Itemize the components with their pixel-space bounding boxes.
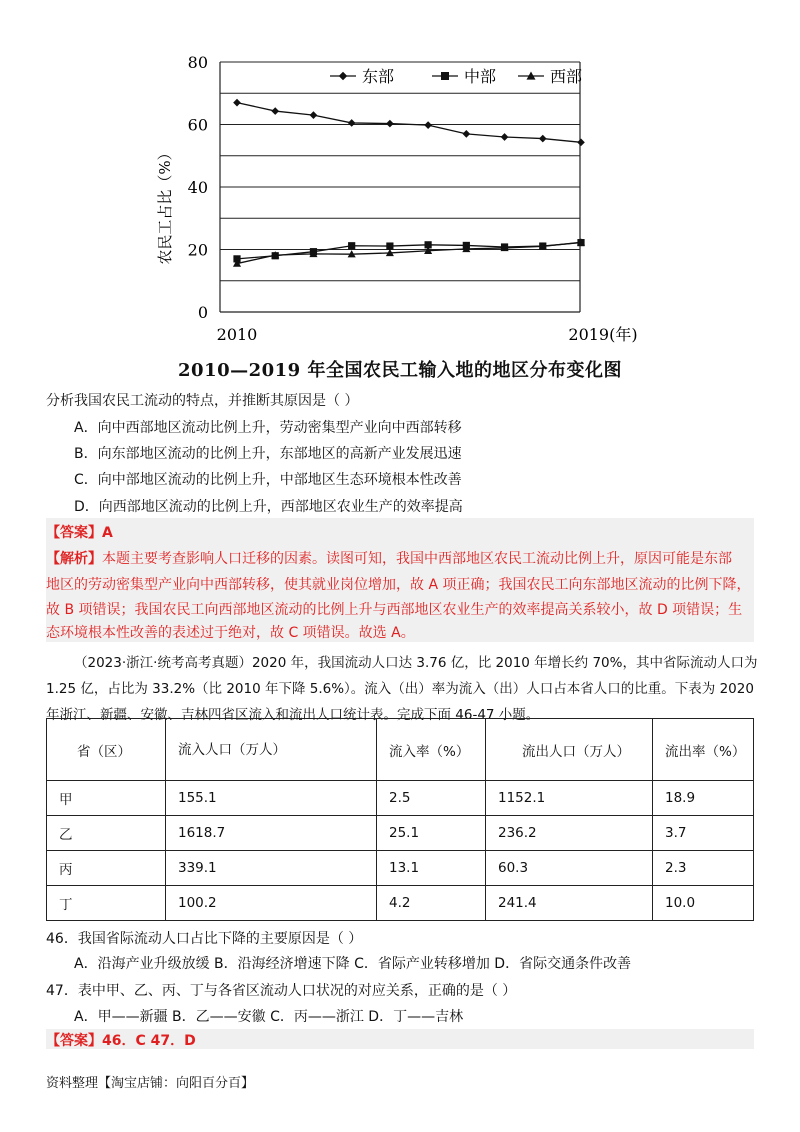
y-tick-label: 40 xyxy=(187,178,208,197)
data-point xyxy=(386,120,394,128)
series-line xyxy=(237,103,581,143)
data-point xyxy=(424,121,432,129)
series-square xyxy=(233,239,584,262)
analysis-label: 【解析】 xyxy=(46,551,102,567)
material-paragraph xyxy=(46,650,758,728)
table-cell: 155.1 xyxy=(166,781,377,816)
table-cell: 236.2 xyxy=(486,816,653,851)
table-cell: 乙 xyxy=(47,816,166,851)
table-cell: 2.3 xyxy=(653,851,754,886)
data-point xyxy=(386,242,393,249)
footer-source: 资料整理【淘宝店铺：向阳百分百】 xyxy=(46,1076,255,1091)
figure-caption: 2010—2019 年全国农民工输入地的地区分布变化图 xyxy=(178,360,622,381)
y-tick-label: 0 xyxy=(197,303,208,322)
data-point xyxy=(463,130,471,138)
y-tick-label: 60 xyxy=(187,115,208,135)
chart-axes xyxy=(188,53,638,344)
data-point xyxy=(348,119,356,127)
data-point xyxy=(233,99,241,107)
table-cell: 1618.7 xyxy=(166,816,377,851)
line-chart xyxy=(140,40,660,350)
analysis-line-4: 态环境根本性改善的表述过于绝对，故 C 项错误。故选 A。 xyxy=(46,625,415,641)
table-cell: 4.2 xyxy=(377,886,486,921)
answer-analysis-box xyxy=(46,518,754,642)
question-stem: 分析我国农民工流动的特点，并推断其原因是（ ） xyxy=(46,393,359,409)
header-cell: 流入率（%） xyxy=(377,719,486,781)
table-row xyxy=(47,816,754,851)
data-point xyxy=(310,111,318,119)
option-a: A．向中西部地区流动比例上升，劳动密集型产业向中西部转移 xyxy=(74,420,462,436)
table-cell: 1152.1 xyxy=(486,781,653,816)
option-c: C．向中部地区流动的比例上升，中部地区生态环境根本性改善 xyxy=(74,472,462,488)
answer-label: 【答案】A xyxy=(46,525,113,541)
table-cell: 3.7 xyxy=(653,816,754,851)
legend-marker xyxy=(441,72,449,80)
analysis-line-1 xyxy=(46,548,732,568)
table-cell: 10.0 xyxy=(653,886,754,921)
data-point xyxy=(348,242,355,249)
q46-options: A．沿海产业升级放缓 B．沿海经济增速下降 C．省际产业转移增加 D．省际交通条件改善 xyxy=(74,956,632,972)
q47-options: A．甲——新疆 B．乙——安徽 C．丙——浙江 D．丁——吉林 xyxy=(74,1009,464,1025)
table-cell: 18.9 xyxy=(653,781,754,816)
table-header-row xyxy=(47,719,754,781)
table-cell: 2.5 xyxy=(377,781,486,816)
analysis-line-2: 地区的劳动密集型产业向中西部转移，使其就业岗位增加，故 A 项正确；我国农民工向东部地区流动的比例下降， xyxy=(46,577,751,593)
table-cell: 13.1 xyxy=(377,851,486,886)
material-line: 1.25 亿，占比为 33.2%（比 2010 年下降 5.6%）。流入（出）率为流入（出）人口占本省人口的比重。下表为 2020 xyxy=(46,681,754,697)
series-diamond xyxy=(233,99,585,146)
table-cell: 甲 xyxy=(47,781,166,816)
q46-stem: 46．我国省际流动人口占比下降的主要原因是（ ） xyxy=(46,931,363,947)
table-cell: 丁 xyxy=(47,886,166,921)
table-cell: 25.1 xyxy=(377,816,486,851)
legend-marker xyxy=(339,72,348,81)
header-cell: 省（区） xyxy=(47,719,166,781)
q47-stem: 47．表中甲、乙、丙、丁与各省区流动人口状况的对应关系，正确的是（ ） xyxy=(46,983,517,999)
table-row xyxy=(47,886,754,921)
data-point xyxy=(271,107,279,115)
y-tick-label: 20 xyxy=(187,240,208,260)
option-d: D．向西部地区流动的比例上升，西部地区农业生产的效率提高 xyxy=(74,499,463,515)
table-cell: 丙 xyxy=(47,851,166,886)
data-point xyxy=(501,133,509,141)
table-row xyxy=(47,781,754,816)
data-point xyxy=(577,138,585,146)
y-tick-label: 80 xyxy=(187,53,208,72)
series-triangle xyxy=(233,238,585,267)
table-cell: 241.4 xyxy=(486,886,653,921)
population-table xyxy=(46,718,754,921)
chart-gridlines xyxy=(220,62,583,281)
material-line: 年浙江、新疆、安徽、吉林四省区流入和流出人口统计表。完成下面 46-47 小题。 xyxy=(46,707,540,723)
x-tick-label: 2010 xyxy=(216,325,258,344)
answer-box-2 xyxy=(46,1029,754,1049)
table-row xyxy=(47,851,754,886)
header-cell: 流入人口（万人） xyxy=(166,719,377,781)
data-point xyxy=(539,135,547,143)
y-axis-label: 农民工占比（%） xyxy=(156,145,174,265)
legend-label: 东部 xyxy=(362,67,395,86)
table-cell: 100.2 xyxy=(166,886,377,921)
analysis-text: 本题主要考查影响人口迁移的因素。读图可知，我国中西部地区农民工流动比例上升，原因可能是东部 xyxy=(102,551,732,567)
chart-legend xyxy=(330,67,582,86)
x-tick-label: 2019(年) xyxy=(568,325,638,344)
answer-label-2: 【答案】46．C 47．D xyxy=(46,1033,196,1049)
header-cell: 流出人口（万人） xyxy=(486,719,653,781)
series-line xyxy=(237,243,581,259)
header-cell: 流出率（%） xyxy=(653,719,754,781)
legend-label: 西部 xyxy=(550,67,583,86)
table-cell: 339.1 xyxy=(166,851,377,886)
option-b: B．向东部地区流动的比例上升，东部地区的高新产业发展迅速 xyxy=(74,446,462,462)
table-cell: 60.3 xyxy=(486,851,653,886)
material-line: （2023·浙江·统考高考真题）2020 年，我国流动人口达 3.76 亿，比 2010 年增长约 70%，其中省际流动人口为 xyxy=(74,655,758,671)
legend-label: 中部 xyxy=(464,67,497,86)
analysis-line-3: 故 B 项错误；我国农民工向西部地区流动的比例上升与西部地区农业生产的效率提高关系较小，故 D 项错误；生 xyxy=(46,602,743,618)
